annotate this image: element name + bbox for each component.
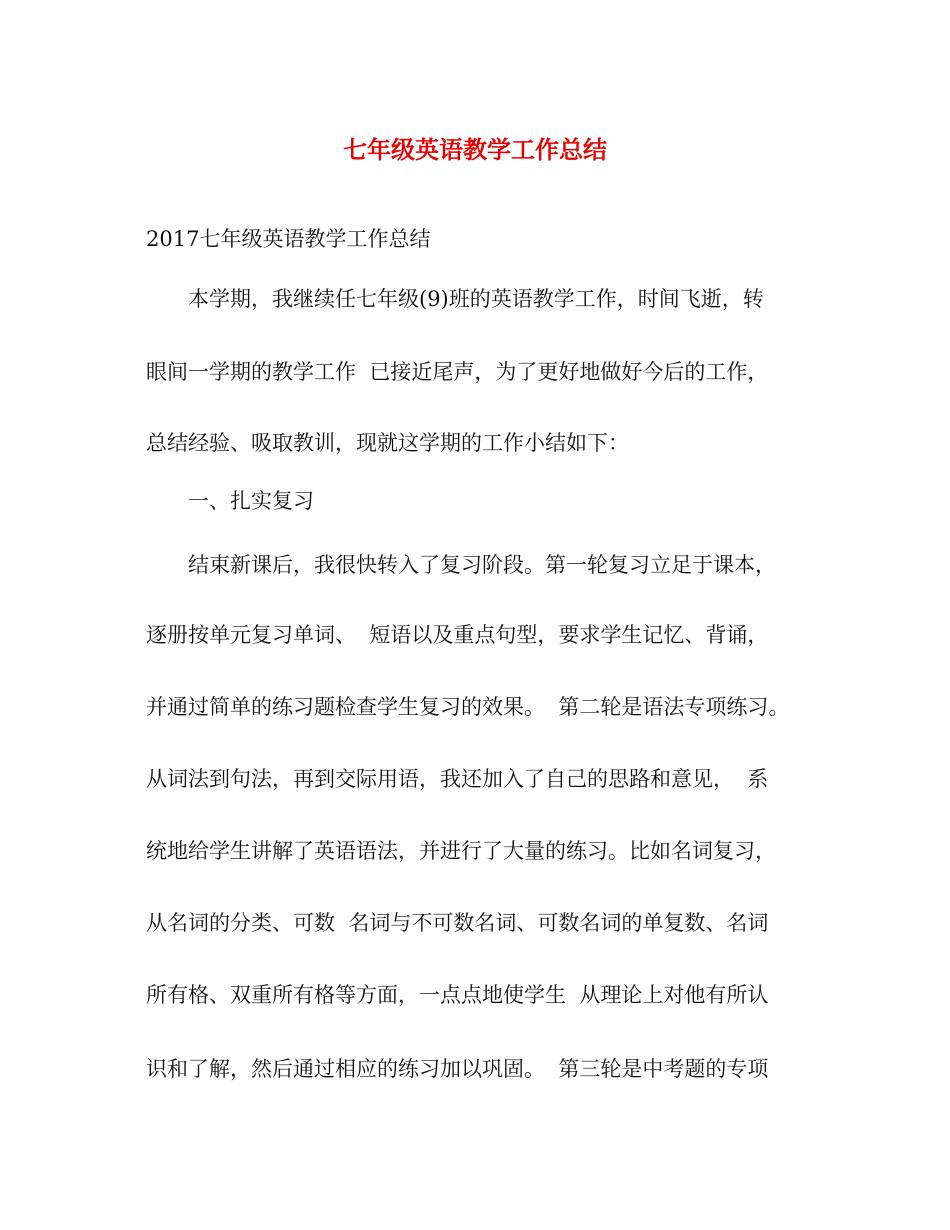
paragraph-line: 统地给学生讲解了英语语法，并进行了大量的练习。比如名词复习， — [146, 839, 776, 863]
paragraph-line: 结束新课后，我很快转入了复习阶段。第一轮复习立足于课本， — [146, 553, 776, 577]
subtitle-line: 2017七年级英语教学工作总结 — [146, 227, 431, 251]
section-heading: 一、扎实复习 — [146, 489, 314, 513]
paragraph-line: 识和了解，然后通过相应的练习加以巩固。 第三轮是中考题的专项 — [146, 1057, 769, 1081]
document-title: 七年级英语教学工作总结 — [343, 135, 607, 164]
paragraph-line: 从词法到句法，再到交际用语，我还加入了自己的思路和意见， 系 — [146, 767, 769, 791]
paragraph-line: 并通过简单的练习题检查学生复习的效果。 第二轮是语法专项练习。 — [146, 695, 790, 719]
paragraph-line: 本学期，我继续任七年级(9)班的英语教学工作，时间飞逝，转 — [146, 287, 764, 311]
paragraph-line: 眼间一学期的教学工作 已接近尾声，为了更好地做好今后的工作， — [146, 360, 769, 384]
paragraph-line: 从名词的分类、可数 名词与不可数名词、可数名词的单复数、名词 — [146, 911, 769, 935]
paragraph-line: 逐册按单元复习单词、 短语以及重点句型，要求学生记忆、背诵， — [146, 623, 769, 647]
paragraph-line: 总结经验、吸取教训，现就这学期的工作小结如下： — [146, 431, 629, 455]
paragraph-line: 所有格、双重所有格等方面，一点点地使学生 从理论上对他有所认 — [146, 983, 769, 1007]
